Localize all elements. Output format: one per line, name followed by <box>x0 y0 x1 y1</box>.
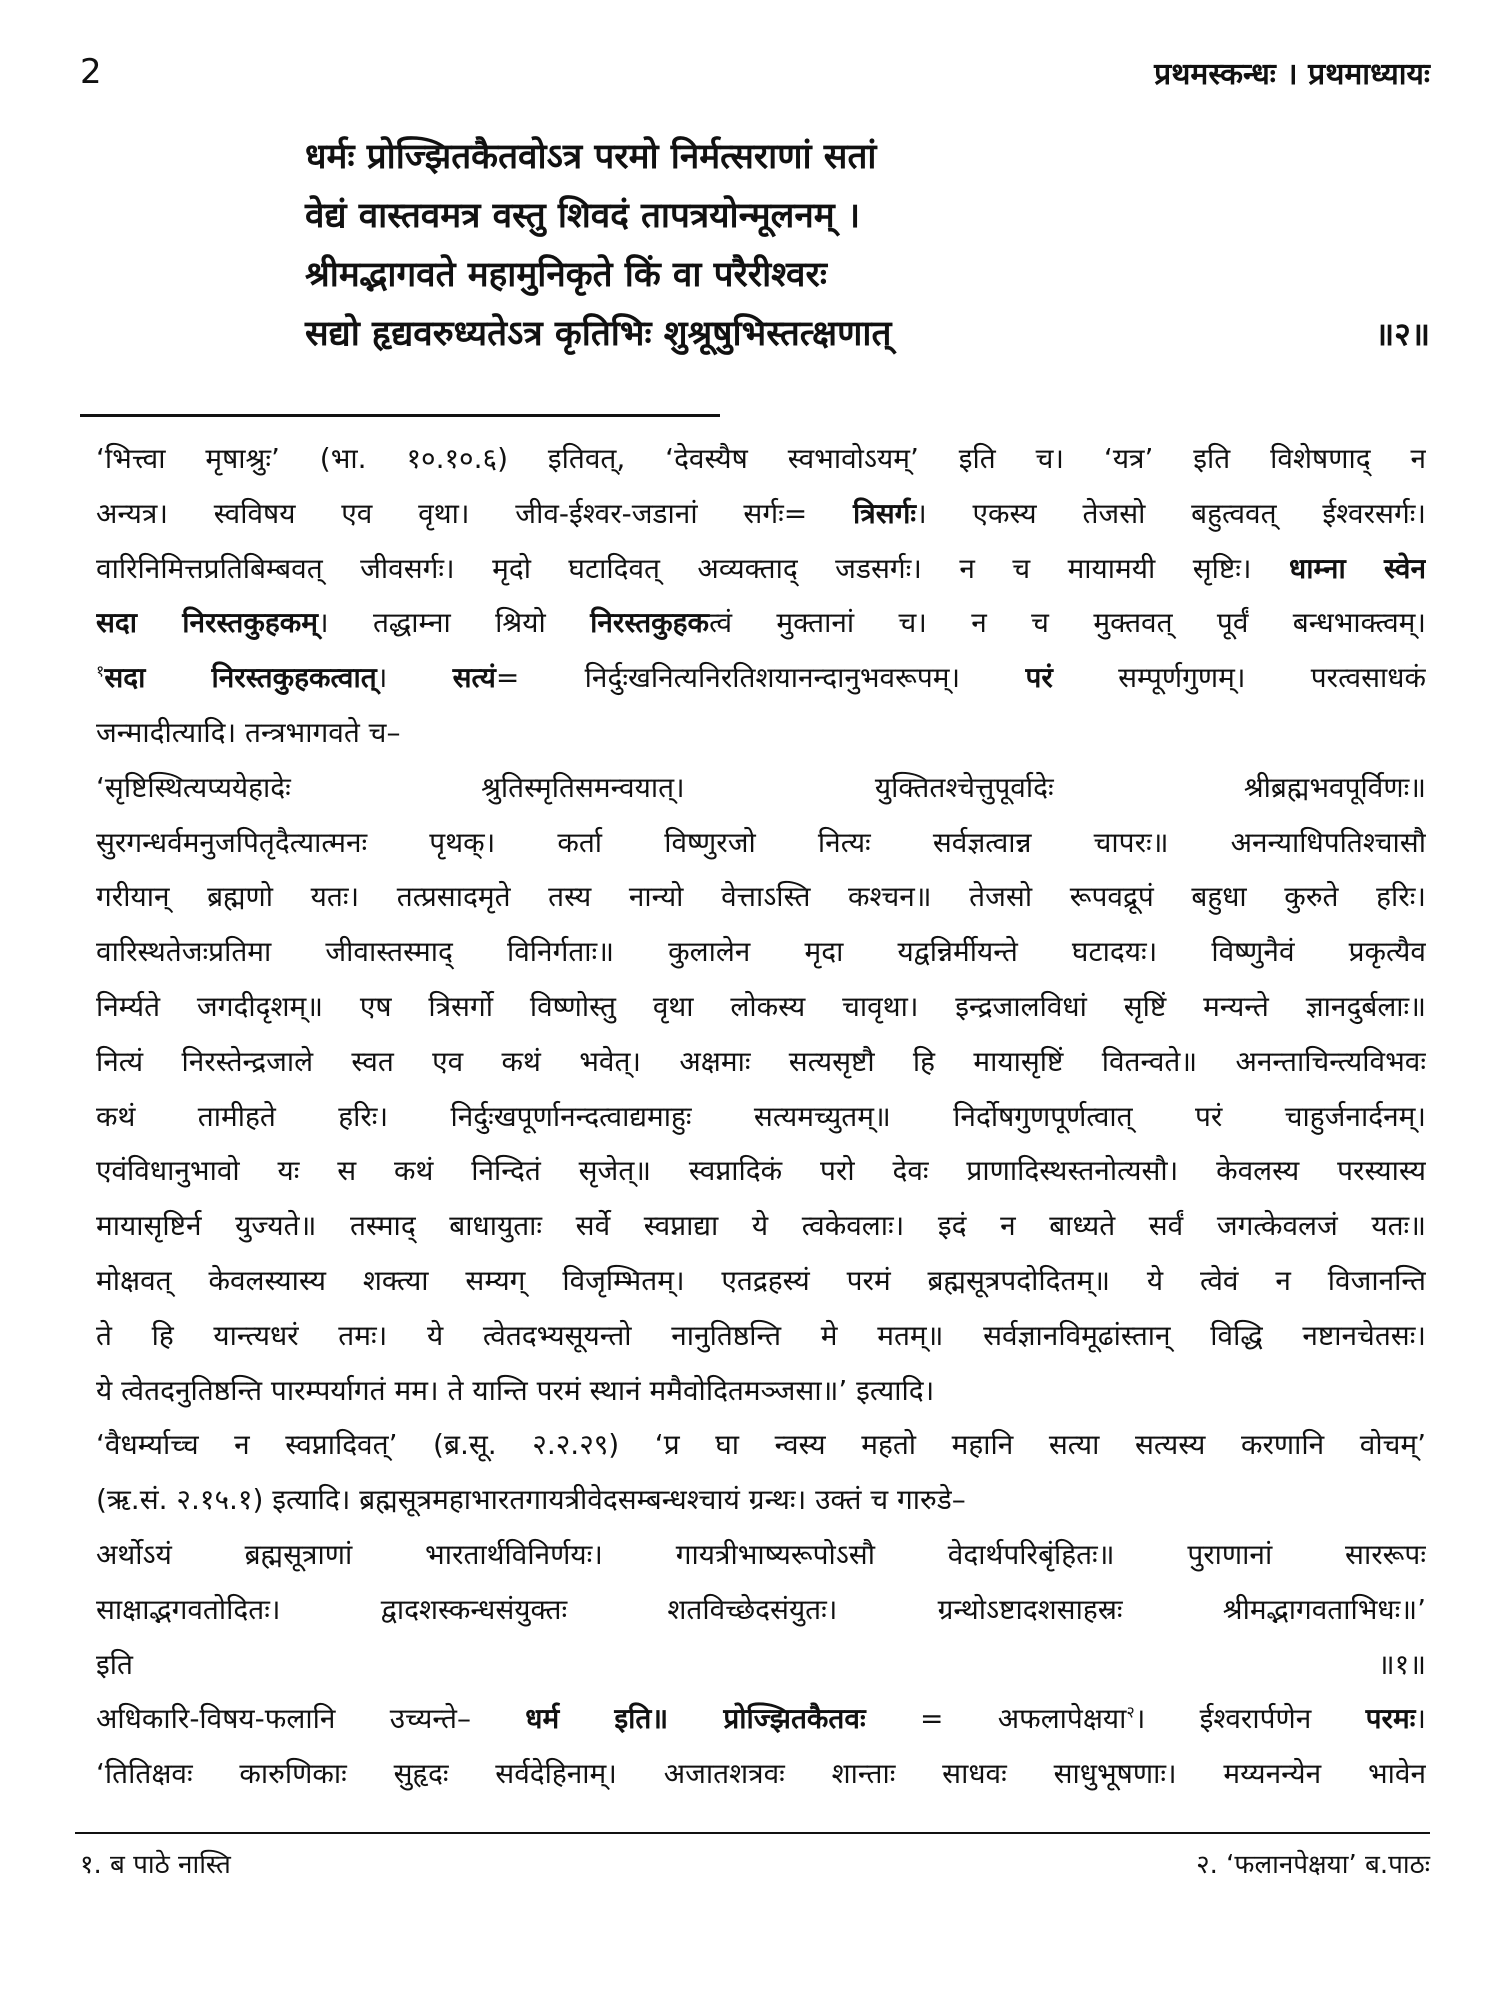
verse-number: ॥१॥ <box>1377 1647 1426 1681</box>
commentary-line: एवंविधानुभावो यः स कथं निन्दितं सृजेत्॥ स्वप्नादिकं परो देवः प्राणादिस्थस्तनोत्यसौ। केवलस्य परस्यास्य <box>96 1154 1426 1188</box>
section-divider <box>80 414 720 417</box>
commentary-line: ये त्वेतदनुतिष्ठन्ति पारम्पर्यागतं मम। ते यान्ति परमं स्थानं ममैवोदितमञ्जसा॥’ इत्यादि। <box>96 1373 935 1407</box>
footnote-marker: १ <box>96 661 105 681</box>
commentary-line: साक्षाद्भगवतोदितः। द्वादशस्कन्धसंयुक्तः शतविच्छेदसंयुतः। ग्रन्थोऽष्टादशसाहस्रः श्रीमद्भागवताभिधः॥’ <box>96 1592 1426 1626</box>
commentary-line: निर्म्यते जगदीदृशम्॥ एष त्रिसर्गो विष्णोस्तु वृथा लोकस्य चावृथा। इन्द्रजालविधां सृष्टिं मन्यन्ते ज्ञानदुर्बलाः॥ <box>96 989 1426 1023</box>
commentary-line: वारिस्थतेजःप्रतिमा जीवास्तस्माद् विनिर्गताः॥ कुलालेन मृदा यद्वन्निर्मीयन्ते घटादयः। विष्णुनैवं प्रकृत्यैव <box>96 935 1426 969</box>
footnote-2: २. ‘फलानपेक्षया’ ब.पाठः <box>1196 1850 1430 1880</box>
commentary-line: (ऋ.सं. २.१५.१) इत्यादि। ब्रह्मसूत्रमहाभारतगायत्रीवेदसम्बन्धश्चायं ग्रन्थः। उक्तं च गारुडे– <box>96 1483 966 1517</box>
verse-line: सद्यो हृद्यवरुध्यतेऽत्र कृतिभिः शुश्रूषुभिस्तत्क्षणात् <box>305 314 892 354</box>
footnote-marker: २ <box>1126 1703 1135 1722</box>
commentary-line: अधिकारि-विषय-फलानि उच्यन्ते– धर्म इति॥ प्रोज्झितकैतवः = अफलापेक्षया$^२$। ईश्वरार्पणेन परमः। <box>96 1702 1426 1736</box>
verse-block <box>305 128 1430 364</box>
footnote-1: १. ब पाठे नास्ति <box>80 1850 231 1880</box>
commentary-line: सुरगन्धर्वमनुजपितृदैत्यात्मनः पृथक्। कर्ता विष्णुरजो नित्यः सर्वज्ञत्वान्न चापरः॥ अनन्याधिपतिश्चासौ <box>96 825 1426 859</box>
commentary-line: $^१$सदा निरस्तकुहकत्वात्। सत्यं= निर्दुःखनित्यनिरतिशयानन्दानुभवरूपम्। परं सम्पूर्णगुणम्। परत्वसाधकं <box>96 661 1426 695</box>
commentary-line: ते हि यान्त्यधरं तमः। ये त्वेतदभ्यसूयन्तो नानुतिष्ठन्ति मे मतम्॥ सर्वज्ञानविमूढांस्तान् विद्धि नष्टानचेतसः। <box>96 1318 1426 1352</box>
commentary-line: मोक्षवत् केवलस्यास्य शक्त्या सम्यग् विजृम्भितम्। एतद्रहस्यं परमं ब्रह्मसूत्रपदोदितम्॥ ये त्वेवं न विजानन्ति <box>96 1263 1426 1297</box>
commentary-line: ‘सृष्टिस्थित्यप्ययेहादेः श्रुतिस्मृतिसमन्वयात्। युक्तितश्चेत्तुपूर्वादेः श्रीब्रह्मभवपूर्विणः॥ <box>96 770 1426 804</box>
commentary-line: अन्यत्र। स्वविषय एव वृथा। जीव-ईश्वर-जडानां सर्गः= त्रिसर्गः। एकस्य तेजसो बहुत्ववत् ईश्वरसर्गः। <box>96 496 1426 530</box>
commentary-line: नित्यं निरस्तेन्द्रजाले स्वत एव कथं भवेत्। अक्षमाः सत्यसृष्टौ हि मायासृष्टिं वितन्वते॥ अनन्ताचिन्त्यविभवः <box>96 1044 1426 1078</box>
verse-line: श्रीमद्भागवते महामुनिकृते किं वा परैरीश्वरः <box>305 255 827 295</box>
commentary-line: ‘भित्त्वा मृषाश्रुः’ (भा. १०.१०.६) इतिवत्, ‘देवस्यैष स्वभावोऽयम्’ इति च। ‘यत्र’ इति विशेषणाद् न <box>96 442 1426 475</box>
verse-line: वेद्यं वास्तवमत्र वस्तु शिवदं तापत्रयोन्मूलनम् । <box>305 196 861 236</box>
commentary-line: सदा निरस्तकुहकम्। तद्धाम्ना श्रियो निरस्तकुहकत्वं मुक्तानां च। न च मुक्तवत् पूर्वं बन्धभाक्त्वम्। <box>96 606 1426 640</box>
verse-number: ॥२॥ <box>1375 315 1430 353</box>
commentary-line: जन्मादीत्यादि। तन्त्रभागवते च– <box>96 715 401 749</box>
commentary-line: ‘तितिक्षवः कारुणिकाः सुहृदः सर्वदेहिनाम्। अजातशत्रवः शान्ताः साधवः साधुभूषणाः। मय्यनन्येन भावेन <box>96 1757 1426 1791</box>
footnote-rule <box>75 1832 1430 1834</box>
commentary-line: ‘वैधर्म्याच्च न स्वप्नादिवत्’ (ब्र.सू. २.२.२९) ‘प्र घा न्वस्य महतो महानि सत्या सत्यस्य करणानि वोचम्’ <box>96 1428 1426 1462</box>
commentary <box>96 432 1426 1802</box>
commentary-line: मायासृष्टिर्न युज्यते॥ तस्माद् बाधायुताः सर्वे स्वप्नाद्या ये त्वकेवलाः। इदं न बाध्यते सर्वं जगत्केवलजं यतः॥ <box>96 1209 1426 1243</box>
verse-line: धर्मः प्रोज्झितकैतवोऽत्र परमो निर्मत्सराणां सतां <box>305 137 877 177</box>
commentary-line: कथं तामीहते हरिः। निर्दुःखपूर्णानन्दत्वाद्यमाहुः सत्यमच्युतम्॥ निर्दोषगुणपूर्णत्वात् परं चाहुर्जनार्दनम्। <box>96 1099 1426 1133</box>
commentary-line: वारिनिमित्तप्रतिबिम्बवत् जीवसर्गः। मृदो घटादिवत् अव्यक्ताद् जडसर्गः। न च मायामयी सृष्टिः। धाम्ना स्वेन <box>96 551 1426 585</box>
commentary-line: अर्थोऽयं ब्रह्मसूत्राणां भारतार्थविनिर्णयः। गायत्रीभाष्यरूपोऽसौ वेदार्थपरिबृंहितः॥ पुराणानां साररूपः <box>96 1537 1426 1571</box>
commentary-line: इति ॥१॥ <box>96 1638 1426 1693</box>
page-number: 2 <box>80 52 102 92</box>
commentary-line: गरीयान् ब्रह्मणो यतः। तत्प्रसादमृते तस्य नान्यो वेत्ताऽस्ति कश्चन॥ तेजसो रूपवद्रूपं बहुधा कुरुते हरिः। <box>96 880 1426 914</box>
running-head: प्रथमस्कन्धः । प्रथमाध्यायः <box>1154 57 1430 92</box>
